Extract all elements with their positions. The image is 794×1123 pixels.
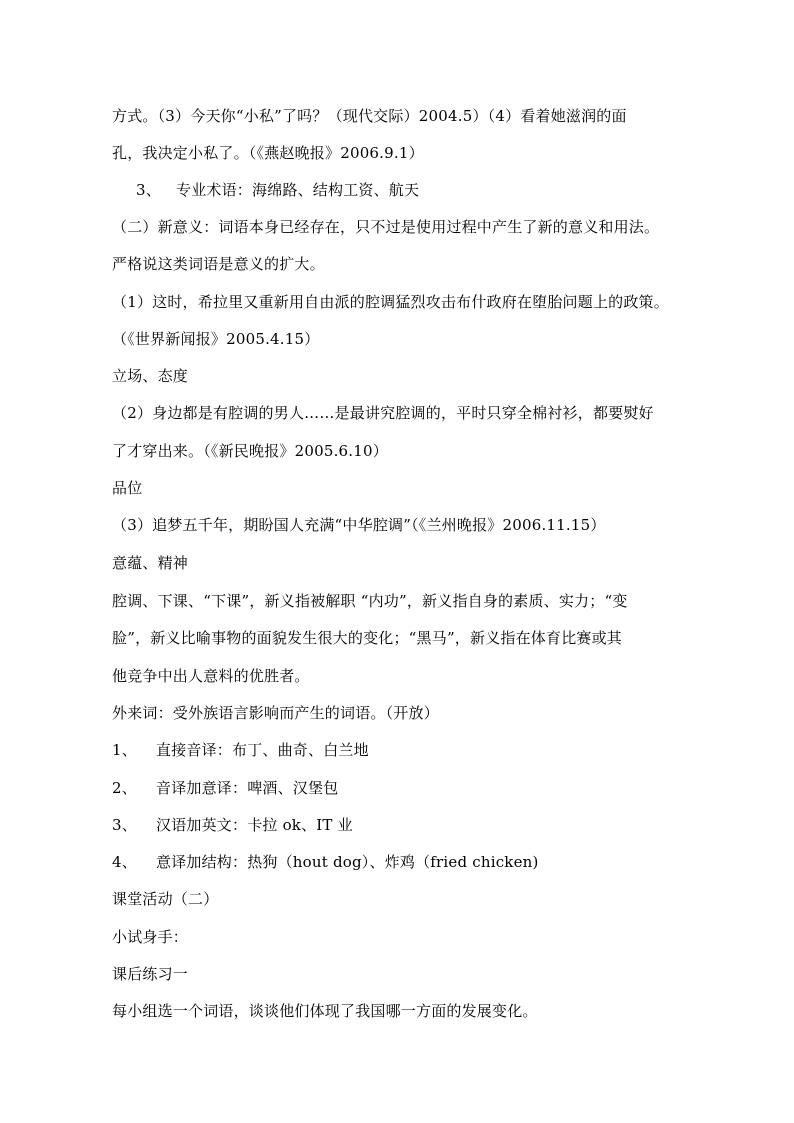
text-line: 课堂活动（二）	[112, 890, 219, 908]
list-number: 4、	[112, 853, 137, 871]
list-number: 3、	[136, 181, 161, 199]
text-line: 意蕴、精神	[112, 554, 189, 572]
text-line: 立场、态度	[112, 367, 189, 385]
list-item	[112, 815, 712, 835]
list-item	[112, 852, 712, 872]
text-line: 脸”，新义比喻事物的面貌发生很大的变化；“黑马”，新义指在体育比赛或其	[112, 629, 623, 647]
list-item-text: 专业术语：海绵路、结构工资、航天	[176, 181, 420, 199]
list-item	[112, 740, 712, 760]
text-line: （3）追梦五千年，期盼国人充满“中华腔调”（《兰州晚报》2006.11.15）	[112, 516, 606, 534]
text-line: （二）新意义：词语本身已经存在，只不过是使用过程中产生了新的意义和用法。	[112, 218, 660, 236]
list-number: 2、	[112, 779, 137, 797]
text-line: 课后练习一	[112, 965, 189, 983]
text-line: 品位	[112, 479, 143, 497]
text-line: 他竞争中出人意料的优胜者。	[112, 667, 310, 685]
list-item-text: 音译加意译：啤酒、汉堡包	[156, 779, 339, 797]
text-line: 严格说这类词语是意义的扩大。	[112, 255, 325, 273]
text-line: 腔调、下课、“下课”，新义指被解职 “内功”，新义指自身的素质、实力；“变	[112, 592, 628, 610]
list-item	[136, 180, 736, 200]
list-item-text: 汉语加英文：卡拉 ok、IT 业	[156, 816, 353, 834]
list-number: 3、	[112, 816, 137, 834]
list-item-text: 直接音译：布丁、曲奇、白兰地	[156, 741, 369, 759]
text-line: 外来词：受外族语言影响而产生的词语。（开放）	[112, 704, 439, 722]
list-number: 1、	[112, 741, 137, 759]
text-line: 孔，我决定小私了。（《燕赵晚报》2006.9.1）	[112, 144, 424, 162]
text-line: （2）身边都是有腔调的男人……是最讲究腔调的，平时只穿全棉衬衫，都要熨好	[112, 404, 654, 422]
text-line: （《世界新闻报》2005.4.15）	[112, 330, 320, 348]
text-line: （1）这时，希拉里又重新用自由派的腔调猛烈攻击布什政府在堕胎问题上的政策。	[112, 293, 669, 311]
text-line: 方式。（3）今天你“小私”了吗？（现代交际）2004.5）（4）看着她滋润的面	[112, 107, 627, 125]
text-line: 小试身手：	[112, 928, 189, 946]
list-item	[112, 778, 712, 798]
text-line: 了才穿出来。（《新民晚报》2005.6.10）	[112, 442, 388, 460]
text-line: 每小组选一个词语，谈谈他们体现了我国哪一方面的发展变化。	[112, 1002, 538, 1020]
list-item-text: 意译加结构：热狗（hout dog）、炸鸡（fried chicken)	[156, 853, 539, 871]
